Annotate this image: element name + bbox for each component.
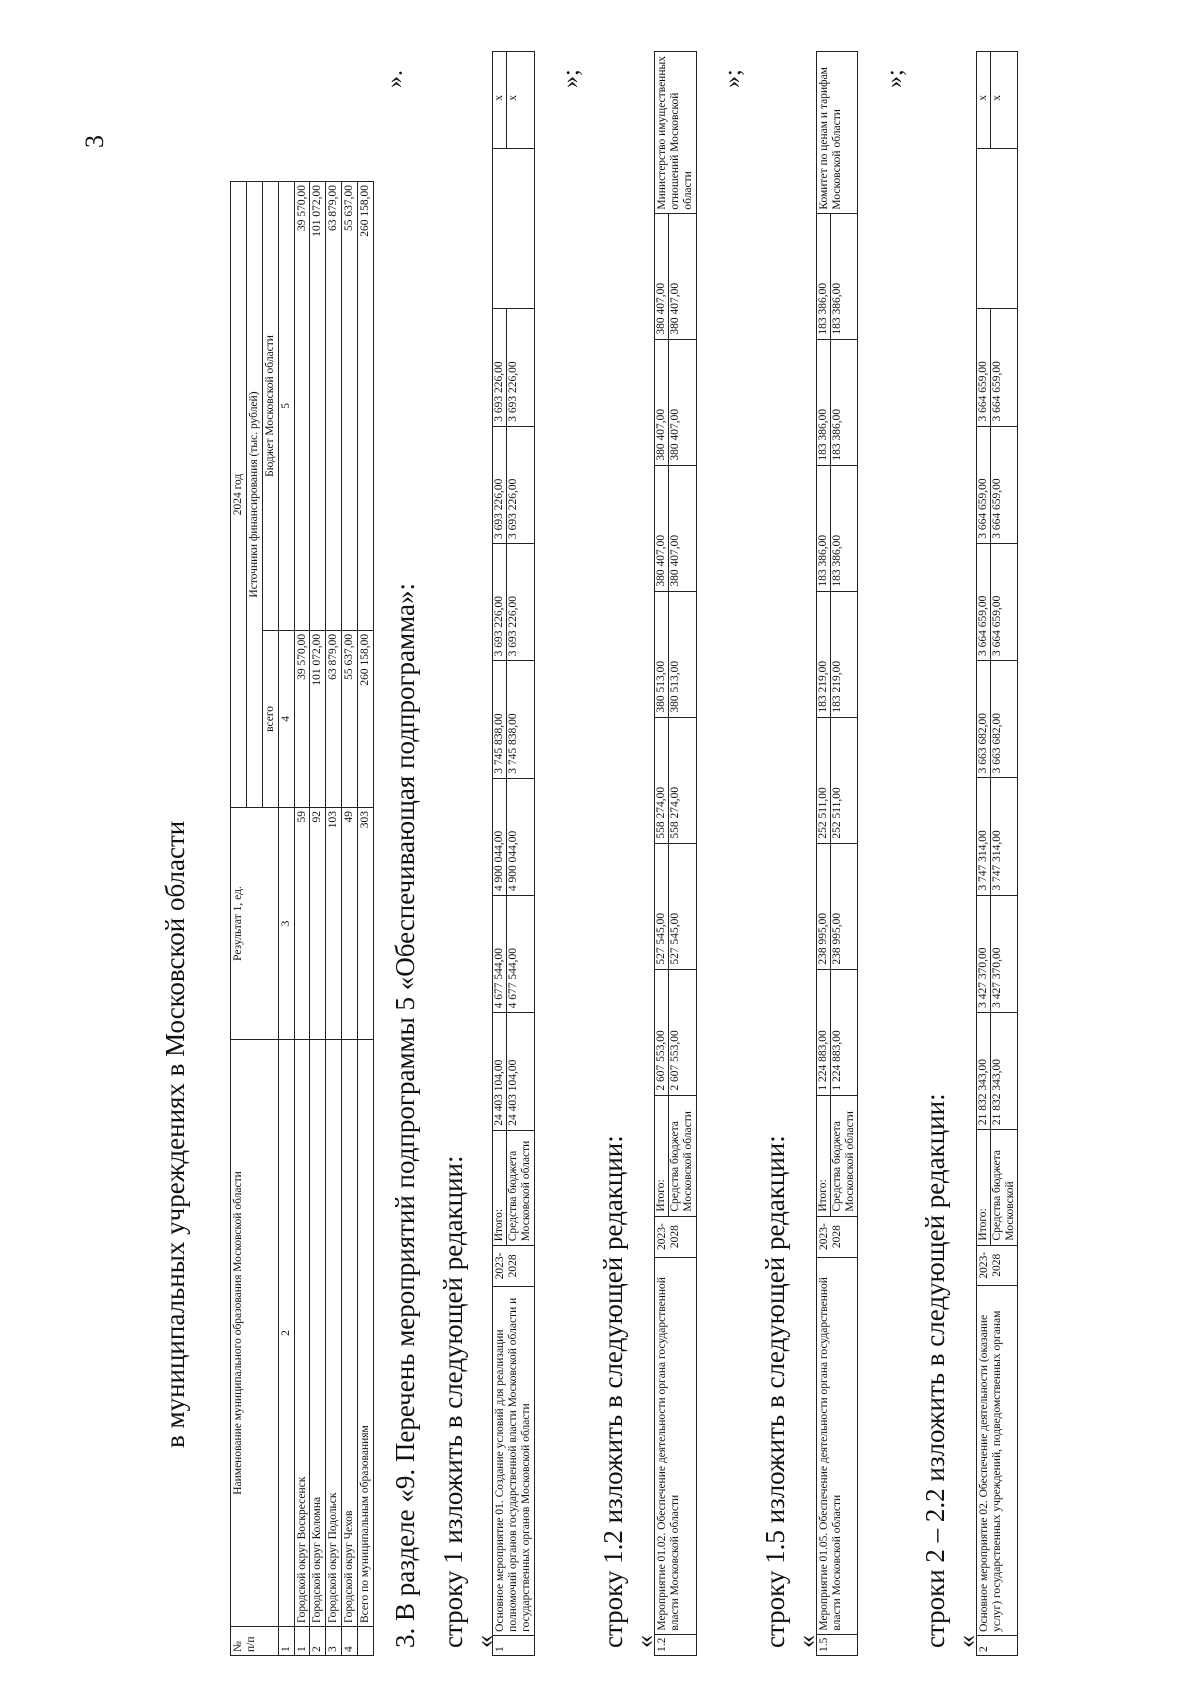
value: 3 747 314,00 xyxy=(977,830,989,891)
measure-table xyxy=(492,51,535,1656)
close-quote: »; xyxy=(720,69,746,88)
total-total: 260 158,00 xyxy=(358,630,374,807)
measure-no: 1.5 xyxy=(817,1634,858,1655)
value: 3 693 226,00 xyxy=(493,596,505,657)
municipal-funding-table xyxy=(230,181,374,1656)
header-budget: Бюджет Московской области xyxy=(262,182,278,631)
source-budget: Средства бюджета Московской области xyxy=(668,1096,695,1216)
colnum: 3 xyxy=(278,808,294,1040)
measure-no: 1.2 xyxy=(655,1634,697,1655)
measure-name: Мероприятие 01.05. Обеспечение деятельности органа государственной власти Московской области xyxy=(817,1257,858,1634)
rotated-document xyxy=(30,28,1170,1668)
row-result: 92 xyxy=(310,808,326,1040)
table-row xyxy=(310,182,326,1656)
x-mark: х xyxy=(506,52,520,148)
value: 3 747 314,00 xyxy=(990,778,1004,894)
value: 380 513,00 xyxy=(655,660,667,713)
row-name: Городской округ Чехов xyxy=(342,1040,358,1627)
x-mark: х xyxy=(977,95,989,101)
row-result: 49 xyxy=(342,808,358,1040)
row-no: 1 xyxy=(294,1627,310,1656)
total-no xyxy=(358,1627,374,1656)
value: 4 900 044,00 xyxy=(493,830,505,892)
value: 3 693 226,00 xyxy=(493,361,505,422)
value: 380 407,00 xyxy=(668,466,682,591)
row-total: 55 637,00 xyxy=(342,630,358,807)
value: 380 407,00 xyxy=(655,282,667,335)
value: 238 995,00 xyxy=(830,844,844,969)
value: 183 386,00 xyxy=(830,466,844,591)
header-name: Наименование муниципального образования Московской области xyxy=(231,1040,279,1627)
x-mark: х xyxy=(493,95,505,101)
colnum: 1 xyxy=(278,1627,294,1656)
block-intro: строку 1 изложить в следующей редакции: xyxy=(438,1155,468,1648)
measure-years: 2023-2028 xyxy=(817,1216,858,1257)
value: 183 219,00 xyxy=(817,660,829,713)
value: 3 693 226,00 xyxy=(506,309,520,425)
row-no: 4 xyxy=(342,1627,358,1656)
value: 183 386,00 xyxy=(830,340,844,465)
measure-years: 2023-2028 xyxy=(655,1216,697,1257)
value: 3 745 838,00 xyxy=(493,713,505,774)
block-intro: строку 1.2 изложить в следующей редакции: xyxy=(598,1135,628,1648)
value: 183 386,00 xyxy=(817,408,829,461)
value: 21 832 343,00 xyxy=(990,1013,1004,1129)
row-total: 63 879,00 xyxy=(326,630,342,807)
value: 3 745 838,00 xyxy=(506,661,520,777)
total-budget: 260 158,00 xyxy=(358,182,374,631)
table-row xyxy=(326,182,342,1656)
value: 1 224 883,00 xyxy=(830,970,844,1095)
value: 2 607 553,00 xyxy=(655,1030,667,1091)
value: 21 832 343,00 xyxy=(977,1058,989,1126)
row-budget: 55 637,00 xyxy=(342,182,358,631)
value: 3 663 682,00 xyxy=(990,661,1004,777)
value: 24 403 104,00 xyxy=(493,1059,505,1126)
responsible-org xyxy=(493,148,535,309)
close-quote: »; xyxy=(882,69,908,88)
row-name: Городской округ Подольск xyxy=(326,1040,342,1627)
row-name: Городской округ Коломна xyxy=(310,1040,326,1627)
row-total: 39 570,00 xyxy=(294,630,310,807)
value: 380 407,00 xyxy=(655,534,667,587)
colnum: 5 xyxy=(278,182,294,631)
header-colnums-row xyxy=(278,182,294,1656)
value: 3 693 226,00 xyxy=(506,427,520,543)
source-budget: Средства бюджета Московской области xyxy=(830,1096,857,1216)
row-result: 59 xyxy=(294,808,310,1040)
row-budget: 39 570,00 xyxy=(294,182,310,631)
measure-name: Основное мероприятие 02. Обеспечение деятельности (оказание услуг) государственных учреждений, подведомственных органам xyxy=(977,1285,1018,1635)
measure-name: Основное мероприятие 01. Создание условий для реализации полномочий органов государственной власти Московской области и государственных органов Московской области xyxy=(493,1286,535,1635)
value: 380 407,00 xyxy=(655,408,667,461)
value: 4 677 544,00 xyxy=(493,948,505,1009)
value: 2 607 553,00 xyxy=(668,970,682,1095)
table-total-row xyxy=(358,182,374,1656)
end-quote: ». xyxy=(382,70,408,88)
close-quote: »; xyxy=(558,69,584,88)
open-quote: « xyxy=(470,1635,499,1648)
measure-years: 2023-2028 xyxy=(977,1245,1018,1285)
header-total: всего xyxy=(262,630,278,807)
value: 183 386,00 xyxy=(817,534,829,587)
source-total: Итого: xyxy=(493,1208,505,1242)
value: 3 427 370,00 xyxy=(990,896,1004,1012)
measure-table xyxy=(976,51,1018,1656)
source-total: Итого: xyxy=(977,1208,989,1241)
value: 252 511,00 xyxy=(817,787,829,839)
row-no: 3 xyxy=(326,1627,342,1656)
value: 183 219,00 xyxy=(830,592,844,717)
header-result: Результат 1, ед. xyxy=(231,808,279,1040)
value: 3 664 659,00 xyxy=(990,544,1004,660)
row-name: Городской округ Воскресенск xyxy=(294,1040,310,1627)
page-number: 3 xyxy=(80,135,109,148)
value: 558 274,00 xyxy=(655,786,667,839)
value: 3 427 370,00 xyxy=(977,947,989,1008)
value: 3 693 226,00 xyxy=(506,544,520,660)
value: 3 664 659,00 xyxy=(977,595,989,657)
measure-years: 2023-2028 xyxy=(493,1246,535,1286)
value: 183 386,00 xyxy=(817,282,829,335)
value: 4 677 544,00 xyxy=(506,896,520,1012)
heading-tail: в муниципальных учреждениях в Московской области xyxy=(160,820,190,1448)
value: 380 513,00 xyxy=(668,592,682,717)
value: 24 403 104,00 xyxy=(506,1013,520,1129)
colnum: 4 xyxy=(278,630,294,807)
value: 558 274,00 xyxy=(668,718,682,843)
row-no: 2 xyxy=(310,1627,326,1656)
block-intro: строку 1.5 изложить в следующей редакции: xyxy=(760,1135,790,1648)
table-row xyxy=(294,182,310,1656)
value: 3 664 659,00 xyxy=(977,478,989,539)
open-quote: « xyxy=(952,1635,981,1648)
value: 252 511,00 xyxy=(830,718,844,843)
open-quote: « xyxy=(792,1635,821,1648)
value: 4 900 044,00 xyxy=(506,779,520,895)
header-no: № п/п xyxy=(231,1627,279,1656)
header-year: 2024 год xyxy=(231,182,247,808)
responsible-org: Комитет по ценам и тарифам Московской области xyxy=(817,52,858,214)
colnum: 2 xyxy=(278,1040,294,1627)
measure-table xyxy=(654,51,697,1656)
source-budget: Средства бюджета Московской области xyxy=(506,1131,533,1246)
value: 238 995,00 xyxy=(817,912,829,965)
responsible-org xyxy=(977,148,1018,308)
measure-table xyxy=(816,51,858,1656)
value: 380 407,00 xyxy=(668,214,682,339)
table-row xyxy=(342,182,358,1656)
value: 3 664 659,00 xyxy=(990,427,1004,543)
row-result: 103 xyxy=(326,808,342,1040)
responsible-org: Министерство имущественных отношений Московской области xyxy=(655,52,697,214)
value: 3 693 226,00 xyxy=(493,478,505,540)
total-result: 303 xyxy=(358,808,374,1040)
measure-no: 1 xyxy=(493,1635,535,1655)
value: 3 664 659,00 xyxy=(990,309,1004,425)
total-name: Всего по муниципальным образованиям xyxy=(358,1040,374,1627)
section-title: 3. В разделе «9. Перечень мероприятий подпрограммы 5 «Обеспечивающая подпрограмма»: xyxy=(390,583,420,1648)
x-mark: х xyxy=(990,52,1004,148)
row-budget: 63 879,00 xyxy=(326,182,342,631)
value: 3 664 659,00 xyxy=(977,361,989,422)
value: 527 545,00 xyxy=(655,912,667,965)
source-total: Итого: xyxy=(655,1179,667,1212)
source-budget: Средства бюджета Московской xyxy=(990,1130,1017,1244)
row-budget: 101 072,00 xyxy=(310,182,326,631)
value: 183 386,00 xyxy=(830,214,844,339)
value: 527 545,00 xyxy=(668,844,682,969)
row-total: 101 072,00 xyxy=(310,630,326,807)
value: 1 224 883,00 xyxy=(817,1030,829,1091)
value: 380 407,00 xyxy=(668,340,682,465)
measure-no: 2 xyxy=(977,1635,1018,1655)
value: 3 663 682,00 xyxy=(977,712,989,774)
open-quote: « xyxy=(630,1635,659,1648)
measure-name: Мероприятие 01.02. Обеспечение деятельности органа государственной власти Московской области xyxy=(655,1257,697,1634)
header-sources: Источники финансирования (тыс. рублей) xyxy=(246,182,262,808)
block-intro: строки 2 – 2.2 изложить в следующей редакции: xyxy=(920,1093,950,1648)
source-total: Итого: xyxy=(817,1179,829,1212)
